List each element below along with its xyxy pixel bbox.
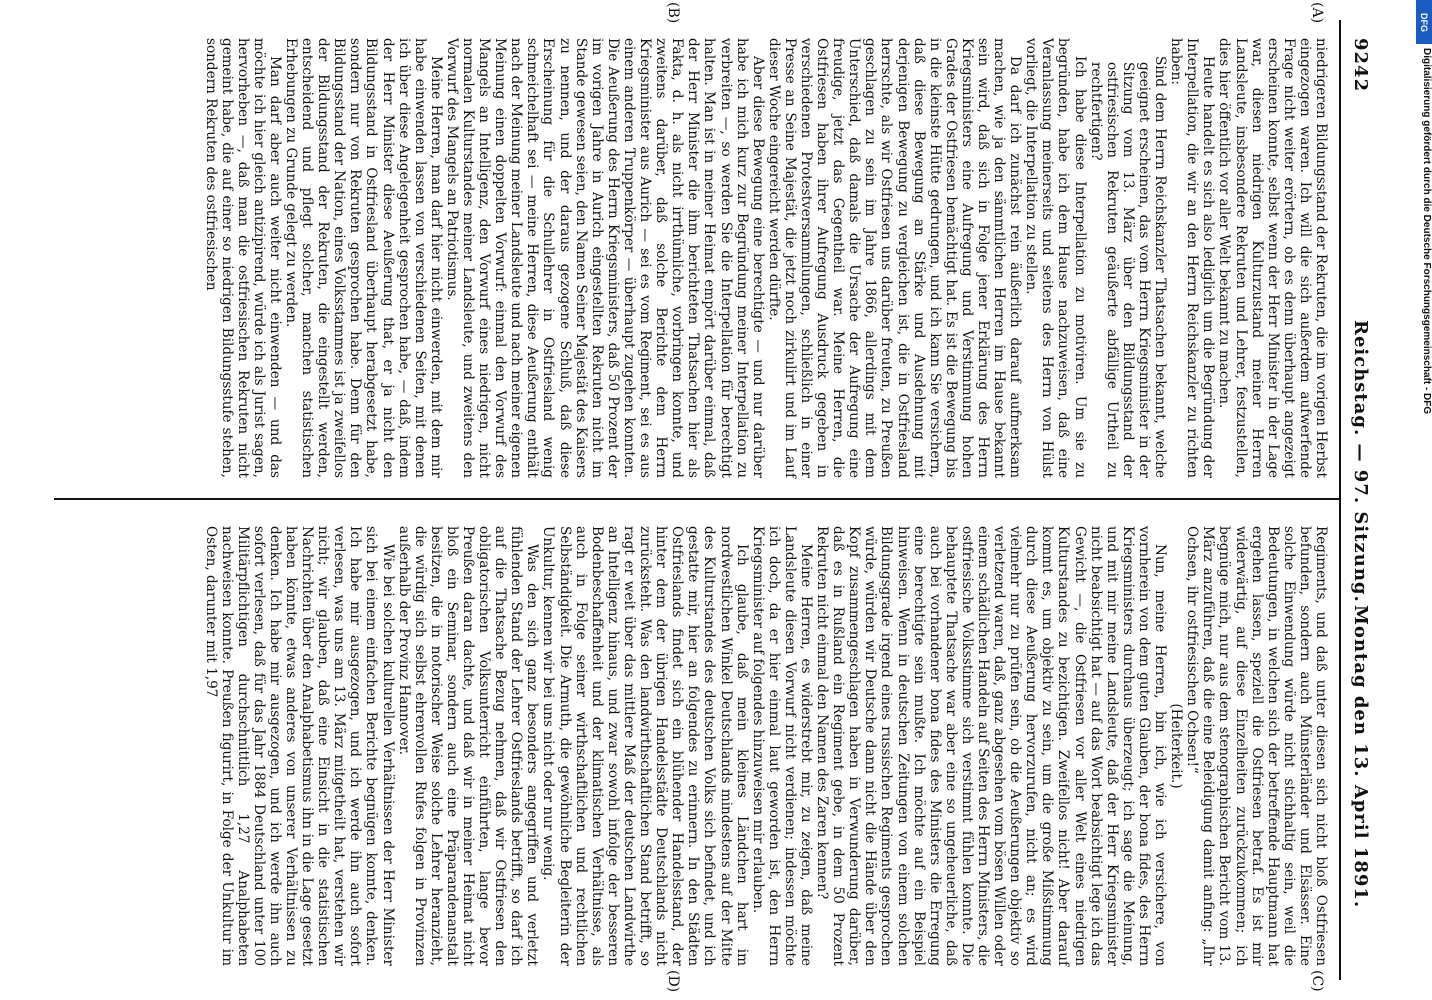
dfg-credit-strip xyxy=(1416,0,1432,1000)
column-divider xyxy=(54,498,1339,500)
left-column xyxy=(202,38,1329,478)
interpellation-text: Sind dem Herrn Reichskanzler Thatsachen bekannt, welche geeignet erscheinen, das vom Herrn Kriegsminister in der Sitzung vom 13. März über den Bildungsstand der ostfriesischen Rekruten geäußerte abfällige Urtheil zu rechtfertigen? xyxy=(1087,56,1169,478)
paragraph: Nun, meine Herren, bin ich, wie ich versichere, von vornherein von dem guten Glauben, der bona fides, des Herrn Kriegsministers durchaus überzeugt; ich sage die Meinung, und mit mir meine Landsleute, daß der Herr Kriegsminister nicht beabsichtigt hat — auf das Wort beabsichtigt lege ich das Gewicht —, die Ostfriesen vor aller Welt eines niedrigen Kulturstandes zu bezichtigen. Zweifellos nicht! Aber darauf kommt es, um objektiv zu sein, um die große Mißstimmung durch diese Aeußerung hervorzurufen, nicht an; es wird vielmehr nur zu prüfen sein, ob die Aeußerungen objektiv so verletzend waren, daß, ganz abgesehen vom bösen Willen oder einem schädlichen Handeln auf Seiten des Herrn Ministers, die ostfriesische Volksstimme sich verstimmt fühlen konnte. Die behauptete Thatsache war aber eine so ungeheuerliche, daß auch bei vorhandener bona fides des Ministers die Erregung eine berechtigte sein mußte. Ich möchte auf ein Beispiel hinweisen. Wenn in deutschen Zeitungen von einem solchen Bildungsgrade irgend eines russischen Regiments gesprochen würde, würden wir Deutsche dann nicht die Hände über den Kopf zusammengeschlagen haben in Verwunderung darüber, daß es in Rußland ein Regiment gebe, in dem 50 Prozent Rekruten nicht einmal den Namen des Zaren kennen? xyxy=(814,526,1169,966)
paragraph: Aber diese Bewegung eine berechtigte — und nur darüber habe ich mich kurz zur Begründung meiner Interpellation zu verbreiten —, so werden Sie die Interpellation für berechtigt halten. Man ist in meiner Heimat empört darüber einmal, daß der Herr Minister die ihm berichteten Thatsachen hier als Fakta, d. h. als nicht irrthümliche, vorbringen konnte, und zweitens darüber, daß solche Berichte dem Herrn Kriegsminister aus Aurich — sei es vom Regiment, sei es aus einem anderen Truppenkörper — überhaupt zugehen konnten. Die Aeußerung des Herrn Kriegsministers, daß 50 Prozent der im vorigen Jahre in Aurich eingestellten Rekruten nicht im Stande gewesen seien, den Namen Seiner Majestät des Kaisers zu nennen, und der daraus gezogene Schluß, daß diese Erscheinung für die Schullehrer in Ostfriesland wenig schmeichelhaft sei — meine Herren, diese Aeußerung enthält nach der Meinung meiner Landsleute und nach meiner eigenen Meinung einen doppelten Vorwurf: einmal den Vorwurf des Mangels an Intelligenz, den Vorwurf eines niedrigen, nicht normalen Kulturstandes meiner Landsleute, und zweitens den Vorwurf des Mangels an Patriotismus. xyxy=(443,38,766,478)
paragraph: Regiments, und daß unter diesen sich nicht bloß Ostfriesen befunden, sondern auch Münsterländer und Elsässer. Eine solche Einwendung würde nicht stichhaltig sein, weil die Bedeutungen, in welchen sich der betreffende Hauptmann hat ergehen lassen, speziell die Ostfriesen betraf. Es ist mir widerwärtig, auf diese Einzelheiten zurückzukommen; ich begnüge mich, nur aus dem stenographischen Bericht vom 13. März anzuführen, daß die eine Beleidigung damit anfing: „Ihr Ochsen, ihr ostfriesischen Ochsen!“ xyxy=(1184,526,1329,966)
paragraph: Meine Herren, es widerstrebt mir, zu zeigen, daß meine Landsleute diesen Vorwurf nicht verdienen; indessen möchte ich doch, da er hier einmal laut geworden ist, den Herrn Kriegsminister auf folgendes hinzuweisen mir erlauben. xyxy=(749,526,814,966)
margin-marker-c: (C) xyxy=(1309,970,1325,992)
paragraph: Ich habe diese Interpellation zu motiviren. Um sie zu begründen, habe ich dem Hause nachzuweisen, daß eine Veranlassung meinerseits und seitens des Herrn von Hülst vorliegt, die Interpellation zu stellen. xyxy=(1023,38,1088,478)
newspaper-page xyxy=(51,2,1381,993)
margin-marker-a: (A) xyxy=(1309,2,1325,24)
paragraph: Ich glaube, daß mein kleines Ländchen hart im nordwestlichen Winkel Deutschlands mindestens auf der Mitte des Kulturstandes des deutschen Volks sich befindet, und ich gestatte mir, hier an folgendes zu erinnern. In den Städten Ostfrieslands findet sich ein blühender Handelsstand, der hinter dem der übrigen Handelsstädte Deutschlands nicht zurücksteht. Was den landwirthschaftlichen Stand betrifft, so ragt er weit über das mittlere Maß der deutschen Landwirthe an Intelligenz hinaus, und zwar sowohl infolge der besseren Bodenbeschaffenheit und der klimatischen Verhältnisse, als auch in Folge seiner wirthschaftlichen und rechtlichen Selbständigkeit. Die Armuth, die gewöhnliche Begleiterin der Unkultur, kennen wir bei uns nicht oder nur wenig. xyxy=(540,526,750,966)
margin-marker-d: (D) xyxy=(665,970,681,993)
header-rule xyxy=(1339,20,1341,980)
paragraph: Meine Herren, man darf hier nicht einwerden, mit dem mir habe einwenden lassen von verschiedenen Seiten, mit denen ich über diese Angelegenheit gesprochen habe, — daß, indem der Herr Minister diese Aeußerung that, er ja nicht den Bildungsstand in Ostfriesland überhaupt herabgesetzt habe, sondern nur von Rekruten gesprochen habe. Denn für den Bildungsstand der Nation, eines Volksstammes ist ja zweifellos der Bildungsstand der Rekruten, die eingestellt werden, entscheidend und pflegt solcher, manchen statistischen Erhebungen zu Grunde gelegt zu werden. xyxy=(283,38,444,478)
dfg-logo-icon: DFG xyxy=(1416,0,1432,44)
paragraph: niedrigeren Bildungsstand der Rekruten, die im vorigen Herbst eingezogen waren. Ich will die sich außerdem aufwerfende Frage nicht weiter erörtern, ob es denn überhaupt angezeigt erscheinen konnte, selbst wenn der Herr Minister in der Lage war, diesen niedrigen Kulturzustand meiner Herren Landsleute, insbesondere Rekruten und Lehrer, festzustellen, dies hier öffentlich vor aller Welt bekannt zu machen. xyxy=(1216,38,1329,478)
margin-marker-b: (B) xyxy=(665,2,681,24)
paragraph: Was den sich ganz besonders angegriffen und verletzt fühlenden Stand der Lehrer Ostfrieslands betrifft, so darf ich auf die Thatsache Bezug nehmen, daß wir Ostfriesen den obligatorischen Volksunterricht einführten, lange bevor Preußen daran dachte, und daß wir in meiner Heimat nicht bloß ein Seminar, sondern auch eine Präparandenanstalt besitzen, die in notorischer Weise solche Lehrer heranzieht, die würdig sich selbst ehrenvollen Rufes folgen in Provinzen außerhalb der Provinz Hannover. xyxy=(395,526,541,966)
date-title: Montag den 13. April 1891. xyxy=(1350,605,1371,909)
paragraph: Wie bei solchen kulturellen Verhältnissen der Herr Minister sich bei einem einfachen Berichte begnügen konnte, denken. Ich habe mir ausgezogen, und ich werde ihn auch sofort verlesen, was uns am 13. März mitgetheilt hat, verstehen wir nicht; wir glauben, daß eine Einsicht in die statistischen Nachrichten über den Analphabetismus ihn in die Lage gesetzt haben könnte, etwas anderes von unserer Verhältnissen zu denken. Ich habe mir ausgezogen, und ich werde ihn auch sofort verlesen, daß für das Jahr 1884 Deutschland unter 100 Militärpflichtigen durchschnittlich 1,27 Analphabeten nachweisen konnte. Preußen figurirt, in Folge der Unkultur im Osten, darunter mit 1,97 xyxy=(202,526,396,966)
page-header xyxy=(1341,20,1381,980)
dfg-credit-text: Digitalisierung gefördert durch die Deutsche Forschungsgemeinschaft - DFG xyxy=(1421,48,1432,415)
page-number: 9242 xyxy=(1350,38,1371,93)
paragraph: Heute handelt es sich also lediglich um die Begründung der Interpellation, die wir an den Herrn Reichskanzler zu richten haben: xyxy=(1168,38,1217,478)
stage-direction: (Heiterkeit.) xyxy=(1168,703,1185,789)
paragraph: Da darf ich zunächst rein äußerlich darauf aufmerksam machen, wie ja den sämmtlichen Herren im Hause bekannt sein wird, daß sich in Folge jener Erklärung des Herrn Kriegsministers eine Aufregung und Verstimmung hohen Grades der Ostfriesen bemächtigt hat. Es ist die Bewegung bis in die kleinste Hütte gedrungen, und ich kann Sie versichern, daß diese Bewegung an Stärke und Ausdehnung mit derjenigen Bewegung zu vergleichen ist, die in Ostfriesland herrschte, als wir Ostfriesen uns darüber freuten, zu Preußen geschlagen zu sein im Jahre 1866, allerdings mit dem Unterschied, daß damals die Ursache der Aufregung eine freudige, jetzt das Gegentheil war. Meine Herren, die Ostfriesen haben ihrer Aufregung Ausdruck gegeben in verschiedenen Protestversammlungen, schließlich in einer Presse an Seine Majestät, die jetzt noch zirkulirt und im Lauf dieser Woche eingereicht werden dürfte. xyxy=(765,38,1024,478)
right-column xyxy=(202,526,1329,966)
paragraph: Man darf aber auch weiter nicht einwenden — und das möchte ich hier gleich antizipirend, würde ich als Jurist sagen, hervorheben —, daß man die ostfriesischen Rekruten nicht gemeint habe, die auf einer so niedrigen Bildungsstufe stehen, sondern Rekruten des ostfriesischen xyxy=(202,38,283,478)
session-title: Reichstag. — 97. Sitzung. xyxy=(1350,320,1371,603)
